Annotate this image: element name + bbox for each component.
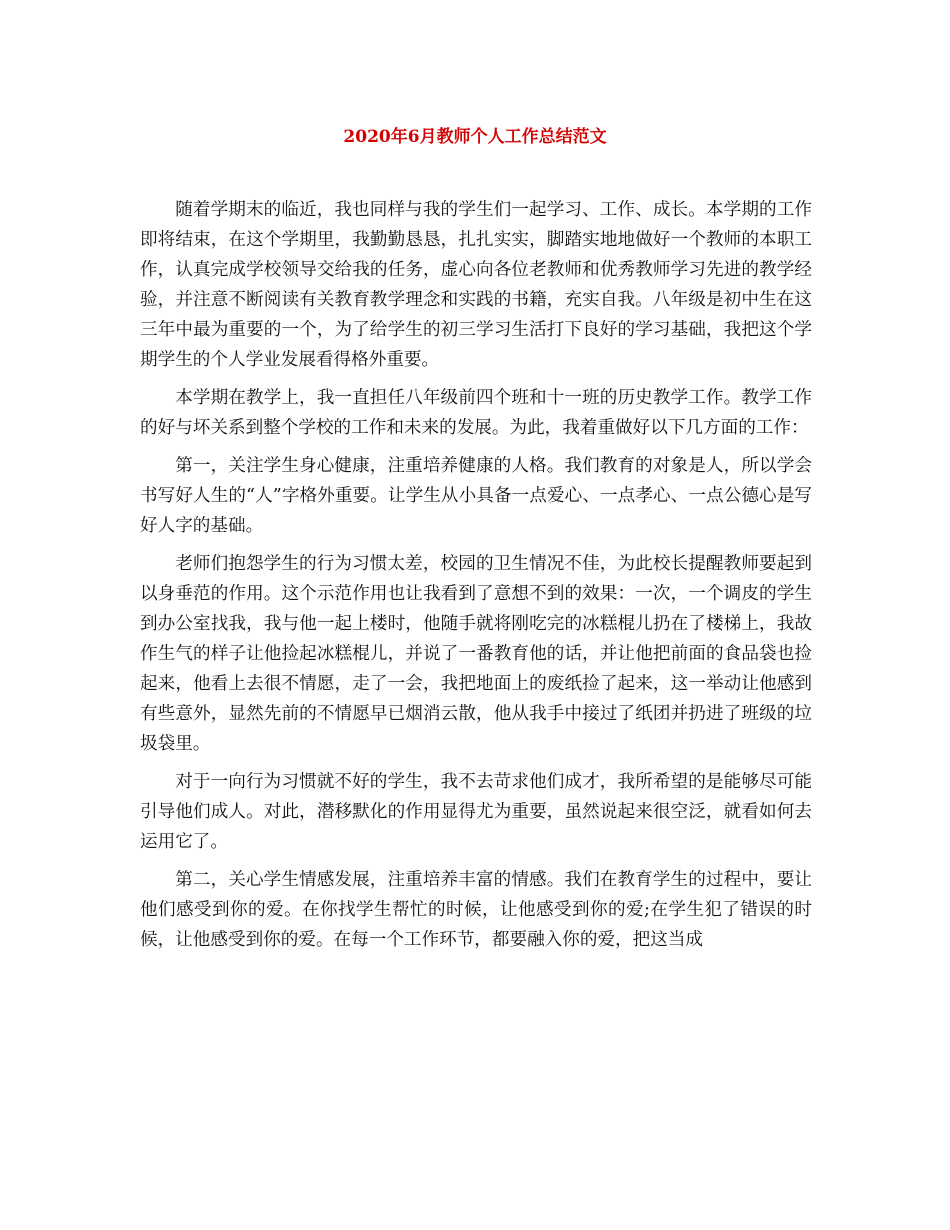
paragraph-2: 本学期在教学上，我一直担任八年级前四个班和十一班的历史教学工作。教学工作的好与坏关系到整个学校的工作和未来的发展。为此，我着重做好以下几方面的工作： <box>140 388 812 438</box>
paragraph-1: 随着学期末的临近，我也同样与我的学生们一起学习、工作、成长。本学期的工作即将结束，在这个学期里，我勤勤恳恳，扎扎实实，脚踏实地地做好一个教师的本职工作，认真完成学校领导交给我的任务，虚心向各位老教师和优秀教师学习先进的教学经验，并注意不断阅读有关教育教学理念和实践的书籍，充实自我。八年级是初中生在这三年中最为重要的一个，为了给学生的初三学习生活打下良好的学习基础，我把这个学期学生的个人学业发展看得格外重要。 <box>140 200 812 370</box>
document-title: 2020年6月教师个人工作总结范文 <box>343 127 607 147</box>
paragraph-4: 老师们抱怨学生的行为习惯太差，校园的卫生情况不佳，为此校长提醒教师要起到以身垂范的作用。这个示范作用也让我看到了意想不到的效果：一次，一个调皮的学生到办公室找我，我与他一起上楼时，他随手就将刚吃完的冰糕棍儿扔在了楼梯上，我故作生气的样子让他捡起冰糕棍儿，并说了一番教育他的话，并让他把前面的食品袋也捡起来，他看上去很不情愿，走了一会，我把地面上的废纸捡了起来，这一举动让他感到有些意外，显然先前的不情愿早已烟消云散，他从我手中接过了纸团并扔进了班级的垃圾袋里。 <box>140 554 812 754</box>
paragraph-5: 对于一向行为习惯就不好的学生，我不去苛求他们成才，我所希望的是能够尽可能引导他们成人。对此，潜移默化的作用显得尤为重要，虽然说起来很空泛，就看如何去运用它了。 <box>140 772 812 852</box>
paragraph-6: 第二，关心学生情感发展，注重培养丰富的情感。我们在教育学生的过程中，要让他们感受到你的爱。在你找学生帮忙的时候，让他感受到你的爱;在学生犯了错误的时候，让他感受到你的爱。在每一个工作环节，都要融入你的爱，把这当成 <box>140 870 812 950</box>
document-body <box>140 195 812 963</box>
paragraph-3: 第一，关注学生身心健康，注重培养健康的人格。我们教育的对象是人，所以学会书写好人生的“人”字格外重要。让学生从小具备一点爱心、一点孝心、一点公德心是写好人字的基础。 <box>140 456 812 536</box>
